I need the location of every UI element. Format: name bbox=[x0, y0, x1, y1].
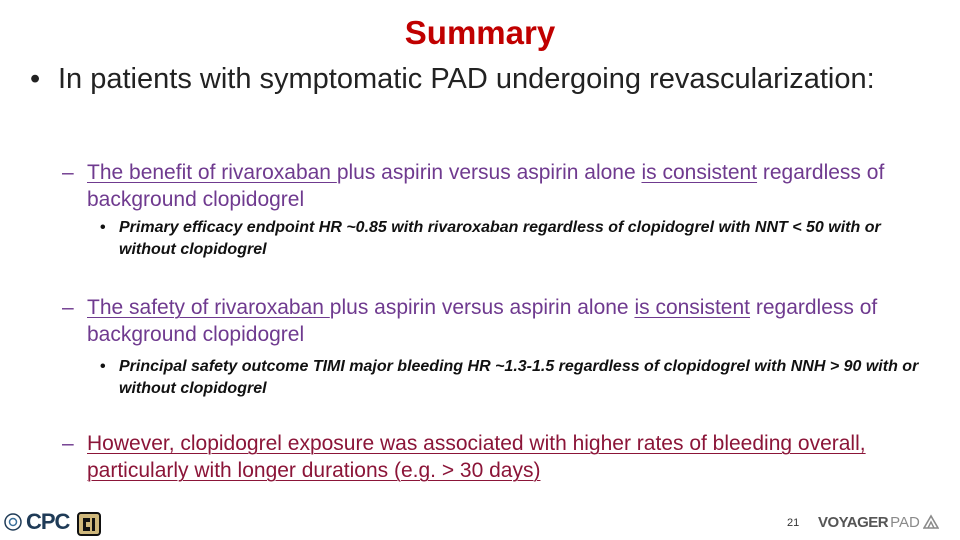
dash-marker: – bbox=[62, 161, 74, 184]
voyager-mark-icon bbox=[923, 514, 939, 530]
cpc-logo bbox=[4, 508, 134, 538]
point-safety-middle: plus aspirin versus aspirin alone bbox=[329, 296, 635, 319]
cu-shield-icon bbox=[76, 511, 102, 537]
point-benefit-consistent: is consistent bbox=[641, 161, 758, 184]
point-safety-text bbox=[62, 294, 932, 348]
bullet-marker: • bbox=[30, 63, 41, 95]
point-benefit-middle: plus aspirin versus aspirin alone bbox=[336, 161, 642, 184]
point-benefit-text bbox=[62, 159, 932, 213]
point-benefit-end: regardless of background clopidogrel bbox=[87, 161, 885, 211]
main-bullet bbox=[30, 62, 930, 96]
dash-marker: – bbox=[62, 432, 74, 455]
cpc-logo-text: CPC bbox=[26, 509, 70, 534]
main-bullet-text: In patients with symptomatic PAD undergoing revascularization: bbox=[58, 63, 875, 95]
sub-point-safety-text: Principal safety outcome TIMI major bleeding HR ~1.3-1.5 regardless of clopidogrel with NNH > 90 with or without clopidogrel bbox=[119, 358, 919, 397]
voyager-logo-text: VOYAGER bbox=[818, 513, 889, 531]
point-safety-consistent: is consistent bbox=[634, 296, 751, 319]
dash-marker: – bbox=[62, 296, 74, 319]
point-benefit-underlined: The benefit of rivaroxaban bbox=[87, 161, 337, 184]
pad-logo-text: PAD bbox=[890, 513, 920, 531]
sub-point-efficacy bbox=[100, 217, 930, 261]
point-bleeding-text: However, clopidogrel exposure was associated with higher rates of bleeding overall, particularly with longer durations (e.g. > 30 days) bbox=[87, 432, 866, 482]
page-number: 21 bbox=[787, 517, 800, 529]
slide-title: Summary bbox=[404, 14, 556, 51]
cpc-emblem-icon bbox=[4, 510, 24, 536]
voyager-pad-logo bbox=[818, 510, 958, 534]
sub-point-efficacy-text: Primary efficacy endpoint HR ~0.85 with rivaroxaban regardless of clopidogrel with NNT < 50 with or without clopidogrel bbox=[119, 219, 881, 258]
point-bleeding bbox=[62, 430, 932, 484]
point-safety-end: regardless of background clopidogrel bbox=[87, 296, 878, 346]
point-safety bbox=[62, 294, 932, 348]
point-safety-underlined: The safety of rivaroxaban bbox=[87, 296, 330, 319]
sub-point-safety bbox=[100, 356, 930, 400]
sub-bullet-marker: • bbox=[100, 219, 106, 236]
point-benefit bbox=[62, 159, 932, 213]
sub-bullet-marker: • bbox=[100, 358, 106, 375]
